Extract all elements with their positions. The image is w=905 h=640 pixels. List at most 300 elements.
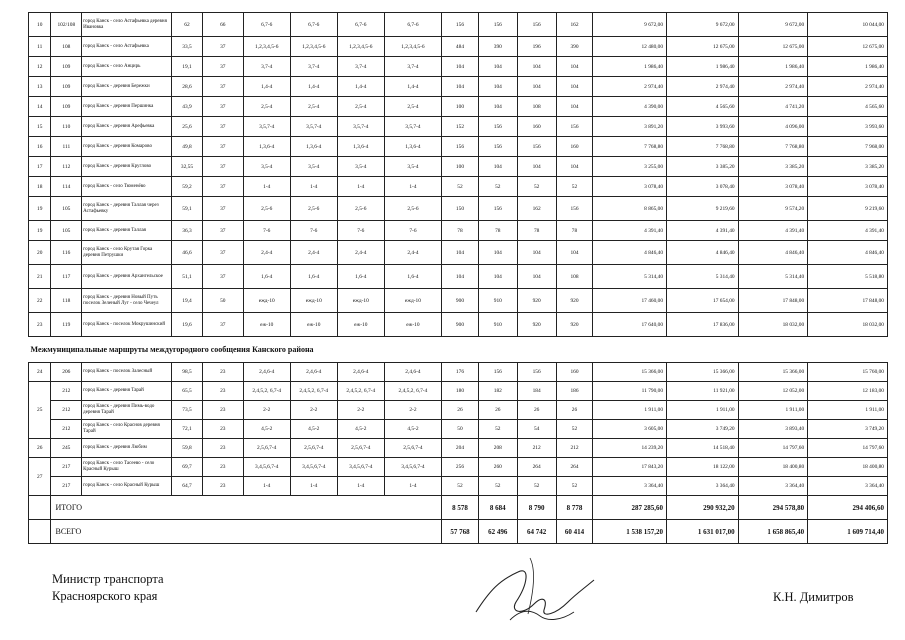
schedule-2017: 6,7-6: [290, 13, 337, 37]
trips-2018: 184: [517, 382, 556, 401]
route-name: город Канск - деревня Арефьевка: [82, 117, 172, 137]
trips-2016: 104: [442, 241, 479, 265]
trips-2017: 156: [478, 137, 517, 157]
row-number: 13: [29, 77, 51, 97]
trips-2016: 26: [442, 401, 479, 420]
volume-2016: 7 768,80: [593, 137, 667, 157]
passenger-capacity: 37: [202, 177, 243, 197]
volume-2017: 4 565,60: [667, 97, 739, 117]
passenger-capacity: 37: [202, 117, 243, 137]
volume-2017: 9 672,00: [667, 13, 739, 37]
schedule-2016: 4,5-2: [243, 420, 290, 439]
schedule-2016: 1-4: [243, 477, 290, 496]
volume-2018: 4 096,00: [738, 117, 808, 137]
schedule-2017: 1,2,3,4,5-6: [290, 37, 337, 57]
total-value: 294 578,80: [738, 496, 808, 520]
passenger-capacity: 23: [202, 420, 243, 439]
row-number: 21: [29, 265, 51, 289]
volume-2016: 17 460,00: [593, 289, 667, 313]
schedule-2018: 3,7-4: [337, 57, 384, 77]
schedule-2018: 6,7-6: [337, 13, 384, 37]
schedule-2017: 4,5-2: [290, 420, 337, 439]
trips-2018: 78: [517, 221, 556, 241]
distance: 62: [172, 13, 203, 37]
trips-2019: 390: [556, 37, 593, 57]
passenger-capacity: 37: [202, 77, 243, 97]
volume-2019: 4 391,40: [808, 221, 888, 241]
table-row: [29, 439, 888, 458]
trips-2017: 156: [478, 197, 517, 221]
trips-2019: 156: [556, 197, 593, 221]
volume-2016: 3 078,40: [593, 177, 667, 197]
row-number: 16: [29, 137, 51, 157]
schedule-2018: 2,5-6: [337, 197, 384, 221]
row-number: 14: [29, 97, 51, 117]
schedule-2018: 2,5-4: [337, 97, 384, 117]
volume-2016: 12 480,00: [593, 37, 667, 57]
route-number: 108: [51, 37, 82, 57]
signatory-title: [52, 571, 164, 605]
grand-value: 1 609 714,40: [808, 520, 888, 544]
volume-2019: 5 518,80: [808, 265, 888, 289]
trips-2018: 104: [517, 265, 556, 289]
distance: 59,2: [172, 177, 203, 197]
volume-2019: 12 675,00: [808, 37, 888, 57]
schedule-2017: 2,5,6,7-4: [290, 439, 337, 458]
route-name: город Канск - деревня Любим: [82, 439, 172, 458]
schedule-2016: 1,2,3,4,5-6: [243, 37, 290, 57]
schedule-2019: 2-2: [384, 401, 441, 420]
trips-2018: 156: [517, 137, 556, 157]
trips-2018: 104: [517, 157, 556, 177]
schedule-2018: 4,5-2: [337, 420, 384, 439]
schedule-2017: 1-4: [290, 177, 337, 197]
schedule-2019: еж-10: [384, 313, 441, 337]
volume-2017: 1 986,40: [667, 57, 739, 77]
schedule-2016: 3,5-4: [243, 157, 290, 177]
trips-2016: 150: [442, 197, 479, 221]
schedule-2018: 3,5-4: [337, 157, 384, 177]
volume-2019: 3 364,40: [808, 477, 888, 496]
passenger-capacity: 23: [202, 363, 243, 382]
trips-2016: 156: [442, 13, 479, 37]
trips-2017: 156: [478, 117, 517, 137]
volume-2018: 17 848,00: [738, 289, 808, 313]
schedule-2019: 4,5-2: [384, 420, 441, 439]
schedule-2016: 1,4-4: [243, 77, 290, 97]
schedule-2017: 3,5,7-4: [290, 117, 337, 137]
trips-2016: 100: [442, 157, 479, 177]
handwritten-signature: [470, 550, 600, 630]
volume-2016: 5 314,40: [593, 265, 667, 289]
table-row: [29, 117, 888, 137]
volume-2018: 4 741,20: [738, 97, 808, 117]
route-number: 105: [51, 221, 82, 241]
trips-2019: 52: [556, 177, 593, 197]
trips-2019: 104: [556, 77, 593, 97]
route-number: 109: [51, 57, 82, 77]
distance: 73,5: [172, 401, 203, 420]
row-number: 17: [29, 157, 51, 177]
volume-2017: 17 836,00: [667, 313, 739, 337]
route-number: 212: [51, 382, 82, 401]
volume-2019: 3 749,20: [808, 420, 888, 439]
volume-2019: 7 968,00: [808, 137, 888, 157]
trips-2016: 156: [442, 137, 479, 157]
route-number: 109: [51, 77, 82, 97]
volume-2017: 5 314,40: [667, 265, 739, 289]
volume-2017: 3 385,20: [667, 157, 739, 177]
route-number: 217: [51, 458, 82, 477]
route-name: город Канск - поселок Залесный: [82, 363, 172, 382]
volume-2019: 14 797,60: [808, 439, 888, 458]
table-row: [29, 241, 888, 265]
distance: 59,1: [172, 197, 203, 221]
passenger-capacity: 23: [202, 401, 243, 420]
total-row: [29, 496, 888, 520]
route-name: город Канск - село Анцирь: [82, 57, 172, 77]
volume-2019: 2 974,40: [808, 77, 888, 97]
trips-2017: 182: [478, 382, 517, 401]
trips-2017: 78: [478, 221, 517, 241]
schedule-2016: 2,4,5,2, 6,7-4: [243, 382, 290, 401]
volume-2016: 15 366,00: [593, 363, 667, 382]
volume-2019: 18 400,80: [808, 458, 888, 477]
route-name: город Канск - деревня Новый Путь поселок Зеленый Луг - село Чечеул: [82, 289, 172, 313]
trips-2018: 196: [517, 37, 556, 57]
row-number: 12: [29, 57, 51, 77]
volume-2017: 18 122,00: [667, 458, 739, 477]
row-number: 26: [29, 439, 51, 458]
schedule-2017: 2,5-4: [290, 97, 337, 117]
passenger-capacity: 23: [202, 458, 243, 477]
distance: 49,8: [172, 137, 203, 157]
schedule-2018: 1-4: [337, 177, 384, 197]
route-number: 245: [51, 439, 82, 458]
volume-2018: 3 893,40: [738, 420, 808, 439]
volume-2018: 4 846,40: [738, 241, 808, 265]
row-number: 19: [29, 221, 51, 241]
schedule-2017: 3,5-4: [290, 157, 337, 177]
distance: 51,1: [172, 265, 203, 289]
volume-2019: 12 183,00: [808, 382, 888, 401]
schedule-2016: 2-2: [243, 401, 290, 420]
route-name: город Канск - деревня Таллая через Астафьевку: [82, 197, 172, 221]
volume-2017: 3 993,60: [667, 117, 739, 137]
distance: 36,3: [172, 221, 203, 241]
volume-2019: 3 385,20: [808, 157, 888, 177]
trips-2018: 156: [517, 363, 556, 382]
trips-2017: 26: [478, 401, 517, 420]
passenger-capacity: 37: [202, 221, 243, 241]
schedule-2017: 2,4-4: [290, 241, 337, 265]
distance: 64,7: [172, 477, 203, 496]
schedule-2017: 1,4-4: [290, 77, 337, 97]
route-name: город Канск - деревня Таллая: [82, 221, 172, 241]
total-value: 8 684: [478, 496, 517, 520]
trips-2017: 104: [478, 77, 517, 97]
schedule-2018: 2-2: [337, 401, 384, 420]
row-number: 20: [29, 241, 51, 265]
trips-2017: 390: [478, 37, 517, 57]
trips-2016: 176: [442, 363, 479, 382]
schedule-2019: 1-4: [384, 177, 441, 197]
trips-2019: 104: [556, 157, 593, 177]
schedule-2018: 1,3,6-4: [337, 137, 384, 157]
table-row: [29, 37, 888, 57]
grand-value: 1 538 157,20: [593, 520, 667, 544]
route-name: город Канск - деревня Пимь-водо деревня Тарай: [82, 401, 172, 420]
volume-2016: 14 239,20: [593, 439, 667, 458]
schedule-2018: 1,4-4: [337, 77, 384, 97]
volume-2017: 7 768,80: [667, 137, 739, 157]
passenger-capacity: 37: [202, 313, 243, 337]
volume-2018: 7 768,80: [738, 137, 808, 157]
schedule-2017: 1-4: [290, 477, 337, 496]
schedule-2017: 3,4,5,6,7-4: [290, 458, 337, 477]
volume-2016: 4 846,40: [593, 241, 667, 265]
route-number: 109: [51, 97, 82, 117]
trips-2017: 910: [478, 313, 517, 337]
volume-2017: 3 078,40: [667, 177, 739, 197]
table-row: [29, 157, 888, 177]
trips-2018: 104: [517, 77, 556, 97]
distance: 19,1: [172, 57, 203, 77]
distance: 25,6: [172, 117, 203, 137]
schedule-2018: еж-10: [337, 313, 384, 337]
schedule-2019: 3,4,5,6,7-4: [384, 458, 441, 477]
row-number: 22: [29, 289, 51, 313]
volume-2019: 4 846,40: [808, 241, 888, 265]
trips-2019: 212: [556, 439, 593, 458]
table-row: [29, 137, 888, 157]
volume-2016: 2 974,40: [593, 77, 667, 97]
volume-2019: 18 032,00: [808, 313, 888, 337]
schedule-2018: 1,6-4: [337, 265, 384, 289]
schedule-2016: 2,5,6,7-4: [243, 439, 290, 458]
volume-2017: 1 911,00: [667, 401, 739, 420]
volume-2017: 2 974,40: [667, 77, 739, 97]
route-name: город Канск - село Астафьевка деревня Ивановка: [82, 13, 172, 37]
schedule-2018: 3,4,5,6,7-4: [337, 458, 384, 477]
volume-2017: 3 749,20: [667, 420, 739, 439]
row-number: 25: [29, 382, 51, 439]
schedule-2019: 2,4,6-4: [384, 363, 441, 382]
table-row: [29, 458, 888, 477]
schedule-2017: 2,4,6-4: [290, 363, 337, 382]
table-body: [29, 13, 888, 544]
distance: 72,1: [172, 420, 203, 439]
passenger-capacity: 23: [202, 439, 243, 458]
volume-2018: 1 911,00: [738, 401, 808, 420]
table-row: [29, 265, 888, 289]
trips-2018: 160: [517, 117, 556, 137]
trips-2019: 920: [556, 289, 593, 313]
volume-2017: 17 654,00: [667, 289, 739, 313]
schedule-2016: 3,5,7-4: [243, 117, 290, 137]
distance: 46,6: [172, 241, 203, 265]
grand-value: 64 742: [517, 520, 556, 544]
trips-2019: 186: [556, 382, 593, 401]
route-name: город Канск - село Тюменёво: [82, 177, 172, 197]
grand-value: 1 631 017,00: [667, 520, 739, 544]
empty-cell: [29, 520, 51, 544]
schedule-2016: 3,4,5,6,7-4: [243, 458, 290, 477]
trips-2016: 256: [442, 458, 479, 477]
volume-2016: 1 911,00: [593, 401, 667, 420]
volume-2017: 14 518,40: [667, 439, 739, 458]
schedule-2018: 1-4: [337, 477, 384, 496]
schedule-2019: 1-4: [384, 477, 441, 496]
distance: 69,7: [172, 458, 203, 477]
schedule-2019: 1,4-4: [384, 77, 441, 97]
table-row: [29, 13, 888, 37]
row-number: 23: [29, 313, 51, 337]
route-name: город Канск - село Красный Курыш: [82, 477, 172, 496]
trips-2017: 910: [478, 289, 517, 313]
schedule-2017: ежд-10: [290, 289, 337, 313]
grand-value: 57 768: [442, 520, 479, 544]
schedule-2019: 2,4,5,2, 6,7-4: [384, 382, 441, 401]
passenger-capacity: 37: [202, 97, 243, 117]
tariff-table: [28, 12, 888, 544]
total-value: 290 932,20: [667, 496, 739, 520]
volume-2017: 4 391,40: [667, 221, 739, 241]
trips-2017: 156: [478, 363, 517, 382]
schedule-2019: 3,7-4: [384, 57, 441, 77]
total-value: 8 790: [517, 496, 556, 520]
volume-2016: 3 891,20: [593, 117, 667, 137]
trips-2016: 52: [442, 177, 479, 197]
trips-2016: 900: [442, 289, 479, 313]
trips-2018: 26: [517, 401, 556, 420]
route-number: 206: [51, 363, 82, 382]
schedule-2016: 1,3,6-4: [243, 137, 290, 157]
route-name: город Канск - деревня Комарово: [82, 137, 172, 157]
trips-2018: 156: [517, 13, 556, 37]
trips-2018: 104: [517, 241, 556, 265]
volume-2016: 4 391,40: [593, 221, 667, 241]
table-row: [29, 382, 888, 401]
row-number: 19: [29, 197, 51, 221]
trips-2019: 108: [556, 265, 593, 289]
signatory-title-line-1: Министр транспорта: [52, 572, 164, 586]
schedule-2016: 2,4,6-4: [243, 363, 290, 382]
trips-2016: 900: [442, 313, 479, 337]
volume-2019: 3 078,40: [808, 177, 888, 197]
passenger-capacity: 66: [202, 13, 243, 37]
trips-2019: 156: [556, 117, 593, 137]
volume-2018: 2 974,40: [738, 77, 808, 97]
trips-2016: 104: [442, 265, 479, 289]
trips-2016: 78: [442, 221, 479, 241]
trips-2016: 52: [442, 477, 479, 496]
volume-2018: 15 366,00: [738, 363, 808, 382]
trips-2017: 104: [478, 241, 517, 265]
table-row: [29, 77, 888, 97]
trips-2019: 160: [556, 137, 593, 157]
schedule-2018: 2,4,5,2, 6,7-4: [337, 382, 384, 401]
schedule-2017: 7-6: [290, 221, 337, 241]
distance: 19,4: [172, 289, 203, 313]
route-number: 212: [51, 420, 82, 439]
trips-2016: 104: [442, 77, 479, 97]
trips-2019: 920: [556, 313, 593, 337]
table-row: [29, 477, 888, 496]
passenger-capacity: 37: [202, 265, 243, 289]
route-name: город Канск - деревня Архангельское: [82, 265, 172, 289]
route-name: город Канск - деревня Першинка: [82, 97, 172, 117]
table-row: [29, 313, 888, 337]
schedule-2019: 2,5-4: [384, 97, 441, 117]
trips-2017: 260: [478, 458, 517, 477]
schedule-2016: 7-6: [243, 221, 290, 241]
passenger-capacity: 37: [202, 241, 243, 265]
trips-2017: 156: [478, 13, 517, 37]
volume-2016: 4 390,00: [593, 97, 667, 117]
table-row: [29, 420, 888, 439]
trips-2017: 104: [478, 97, 517, 117]
schedule-2019: 1,2,3,4,5-6: [384, 37, 441, 57]
schedule-2019: 1,6-4: [384, 265, 441, 289]
route-name: город Канск - деревня Тарай: [82, 382, 172, 401]
schedule-2019: ежд-10: [384, 289, 441, 313]
table-row: [29, 197, 888, 221]
volume-2019: 4 565,60: [808, 97, 888, 117]
volume-2018: 5 314,40: [738, 265, 808, 289]
schedule-2019: 6,7-6: [384, 13, 441, 37]
row-number: 15: [29, 117, 51, 137]
volume-2018: 3 385,20: [738, 157, 808, 177]
volume-2018: 1 986,40: [738, 57, 808, 77]
schedule-2016: 1,6-4: [243, 265, 290, 289]
total-value: 294 406,60: [808, 496, 888, 520]
schedule-2019: 1,3,6-4: [384, 137, 441, 157]
volume-2016: 3 364,40: [593, 477, 667, 496]
volume-2018: 3 364,40: [738, 477, 808, 496]
schedule-2018: 3,5,7-4: [337, 117, 384, 137]
route-number: 117: [51, 265, 82, 289]
grand-value: 1 658 865,40: [738, 520, 808, 544]
distance: 33,5: [172, 37, 203, 57]
passenger-capacity: 37: [202, 157, 243, 177]
route-number: 112: [51, 157, 82, 177]
table-row: [29, 289, 888, 313]
trips-2019: 160: [556, 363, 593, 382]
trips-2018: 52: [517, 177, 556, 197]
schedule-2016: еж-10: [243, 313, 290, 337]
volume-2016: 1 986,40: [593, 57, 667, 77]
route-name: город Канск - поселок Мокрушинский: [82, 313, 172, 337]
passenger-capacity: 37: [202, 57, 243, 77]
route-number: 111: [51, 137, 82, 157]
table-row: [29, 57, 888, 77]
trips-2016: 104: [442, 57, 479, 77]
trips-2019: 26: [556, 401, 593, 420]
trips-2019: 52: [556, 477, 593, 496]
volume-2019: 1 911,00: [808, 401, 888, 420]
distance: 59,8: [172, 439, 203, 458]
trips-2018: 264: [517, 458, 556, 477]
schedule-2017: 2-2: [290, 401, 337, 420]
route-number: 118: [51, 289, 82, 313]
trips-2017: 104: [478, 265, 517, 289]
table-row: [29, 97, 888, 117]
volume-2017: 15 366,00: [667, 363, 739, 382]
trips-2018: 920: [517, 313, 556, 337]
signatory-title-line-2: Красноярского края: [52, 589, 158, 603]
trips-2017: 104: [478, 57, 517, 77]
